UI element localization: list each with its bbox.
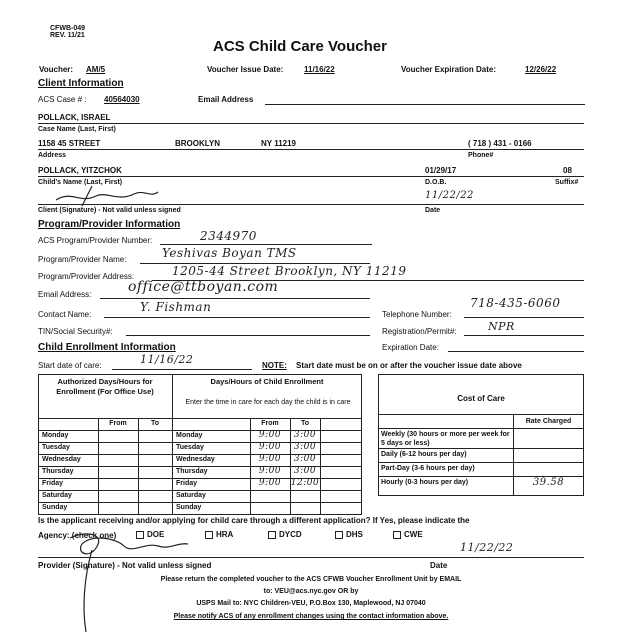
enrolled-to-value[interactable]: 12:00 — [290, 478, 320, 488]
enrolled-day-label: Tuesday — [176, 444, 204, 451]
tin-label: TIN/Social Security#: — [38, 327, 113, 336]
agency-option-label: CWE — [404, 530, 423, 539]
rate-row-rule — [378, 448, 584, 449]
footer-line-3: USPS Mail to: NYC Children-VEU, P.O.Box 130, Maplewood, NJ 07040 — [196, 600, 426, 607]
agency-option-label: HRA — [216, 530, 234, 539]
enrolled-to-header: To — [300, 420, 310, 427]
case-number-label: ACS Case # : — [38, 95, 87, 104]
note-label: NOTE: — [262, 361, 287, 370]
auth-day-label: Thursday — [42, 468, 74, 475]
auth-day-label: Sunday — [42, 504, 68, 511]
footer-line-1: Please return the completed voucher to the ACS CFWB Voucher Enrollment Unit by EMAIL — [160, 576, 462, 583]
address-line — [38, 149, 584, 150]
provider-address-label: Program/Provider Address: — [38, 272, 135, 281]
form-revision: REV. 11/21 — [50, 32, 85, 39]
contact-name-label: Contact Name: — [38, 310, 92, 319]
suffix-label: Suffix# — [555, 179, 579, 186]
cost-header-rule — [378, 414, 584, 415]
schedule-column-rule — [138, 418, 139, 515]
expiration-date-label: Voucher Expiration Date: — [401, 65, 496, 74]
schedule-divider — [172, 374, 173, 515]
provider-number-line — [160, 244, 372, 245]
enrolled-day-label: Monday — [176, 432, 203, 439]
enrolled-from-value[interactable]: 9:00 — [258, 442, 282, 452]
client-phone-value: ( 718 ) 431 - 0166 — [468, 139, 532, 148]
enrolled-header-title: Days/Hours of Child Enrollment — [210, 377, 324, 386]
rate-label: Daily (6-12 hours per day) — [381, 451, 467, 458]
enrolled-day-label: Wednesday — [176, 456, 215, 463]
schedule-row-rule — [38, 502, 362, 503]
client-sign-date: 11/22/22 — [425, 190, 474, 201]
issue-date-value: 11/16/22 — [304, 65, 335, 74]
agency-option-label: DHS — [346, 530, 363, 539]
dob-value: 01/29/17 — [425, 166, 457, 175]
agency-option-label: DYCD — [279, 530, 302, 539]
suffix-value: 08 — [563, 166, 572, 175]
expiration-date-value: 12/26/22 — [525, 65, 557, 74]
schedule-column-rule — [290, 418, 291, 515]
schedule-column-rule — [250, 418, 251, 515]
provider-number-value: 2344970 — [200, 229, 257, 243]
rate-row-rule — [378, 462, 584, 463]
tin-line — [126, 335, 370, 336]
provider-phone-line — [464, 317, 584, 318]
rate-label: Part-Day (3-6 hours per day) — [381, 465, 475, 472]
street-value: 1158 45 STREET — [38, 139, 101, 148]
enrolled-from-value[interactable]: 9:00 — [258, 466, 282, 476]
provider-sign-date: 11/22/22 — [460, 541, 514, 554]
rate-label: Weekly (30 hours or more per week for 5 days or less) — [381, 431, 510, 447]
agency-checkbox-dycd[interactable] — [268, 531, 276, 539]
enrolled-day-label: Friday — [176, 480, 198, 487]
city-value: BROOKLYN — [175, 139, 221, 148]
enrolled-from-value[interactable]: 9:00 — [258, 430, 282, 440]
start-date-label: Start date of care: — [38, 361, 102, 370]
enrollment-expiration-line — [448, 351, 584, 352]
page-title: ACS Child Care Voucher — [213, 38, 387, 55]
rate-header-rule — [378, 428, 584, 429]
voucher-label: Voucher: — [39, 65, 74, 74]
agency-checkbox-hra[interactable] — [205, 531, 213, 539]
auth-to-header: To — [150, 420, 160, 427]
form-id: CFWB-049 — [50, 25, 86, 32]
schedule-column-rule — [98, 418, 99, 515]
child-name-value: POLLACK, YITZCHOK — [38, 166, 122, 175]
schedule-column-rule — [320, 418, 321, 515]
client-section-title: Client Information — [38, 78, 124, 89]
provider-address-value: 1205-44 Street Brooklyn, NY 11219 — [172, 264, 407, 278]
provider-email-label: Email Address: — [38, 290, 92, 299]
provider-phone-label: Telephone Number: — [382, 310, 452, 319]
agency-label: Agency: (check one) — [38, 531, 117, 540]
permit-label: Registration/Permit#: — [382, 327, 457, 336]
provider-email-line — [100, 298, 370, 299]
enrolled-to-value[interactable]: 3:00 — [293, 454, 317, 464]
agency-checkbox-cwe[interactable] — [393, 531, 401, 539]
auth-day-label: Tuesday — [42, 444, 70, 451]
schedule-row-rule — [38, 490, 362, 491]
voucher-value: AM/5 — [86, 65, 106, 74]
provider-name-value: Yeshivas Boyan TMS — [162, 246, 297, 260]
enrolled-day-label: Thursday — [176, 468, 208, 475]
child-name-line — [38, 176, 584, 177]
provider-section-title: Program/Provider Information — [38, 219, 181, 230]
enrolled-day-label: Sunday — [176, 504, 202, 511]
permit-value: NPR — [488, 320, 515, 333]
enrolled-from-header: From — [261, 420, 279, 427]
client-signature-line — [38, 204, 584, 205]
agency-question: Is the applicant receiving and/or applying for child care through a different application? If Yes, please indicate the — [38, 516, 470, 525]
provider-date-label: Date — [430, 561, 448, 570]
enrolled-header-text: Enter the time in care for each day the child is in care — [185, 399, 351, 406]
case-name-label: Case Name (Last, First) — [38, 126, 116, 133]
issue-date-label: Voucher Issue Date: — [207, 65, 284, 74]
agency-option-label: DOE — [147, 530, 165, 539]
phone-label: Phone# — [468, 152, 494, 159]
footer-line-4: Please notify ACS of any enrollment changes using the contact information above. — [173, 613, 449, 620]
enrolled-from-value[interactable]: 9:00 — [258, 478, 282, 488]
authorized-header: Authorized Days/Hours for Enrollment (For Office Use) — [56, 377, 154, 396]
provider-email-value: office@ttboyan.com — [128, 279, 279, 295]
case-name-line — [38, 123, 584, 124]
auth-day-label: Monday — [42, 432, 69, 439]
agency-checkbox-dhs[interactable] — [335, 531, 343, 539]
permit-line — [464, 335, 584, 336]
enrollment-section-title: Child Enrollment Information — [38, 342, 176, 353]
contact-name-line — [104, 317, 370, 318]
state-zip-value: NY 11219 — [261, 139, 296, 148]
client-email-label: Email Address — [198, 95, 254, 104]
rate-value[interactable]: 39.58 — [532, 477, 565, 488]
provider-phone-value: 718-435-6060 — [470, 296, 561, 310]
note-text: Start date must be on or after the voucher issue date above — [296, 361, 522, 370]
address-label: Address — [38, 152, 67, 159]
start-date-line — [112, 369, 252, 370]
schedule-header-rule — [38, 418, 362, 419]
provider-name-label: Program/Provider Name: — [38, 255, 127, 264]
auth-day-label: Friday — [42, 480, 64, 487]
enrolled-day-label: Saturday — [176, 492, 206, 499]
dob-label: D.O.B. — [425, 179, 447, 186]
client-email-line — [265, 104, 585, 105]
auth-day-label: Saturday — [42, 492, 72, 499]
enrollment-expiration-label: Expiration Date: — [382, 343, 439, 352]
enrolled-to-value[interactable]: 3:00 — [293, 466, 317, 476]
rate-row-rule — [378, 476, 584, 477]
auth-day-label: Wednesday — [42, 456, 81, 463]
case-number-value: 40564030 — [104, 95, 140, 104]
client-date-label: Date — [425, 207, 441, 214]
rate-label: Hourly (0-3 hours per day) — [381, 479, 469, 486]
provider-signature-line — [38, 557, 584, 558]
start-date-value: 11/16/22 — [140, 353, 194, 366]
client-signature-label: Client (Signature) - Not valid unless signed — [38, 207, 181, 214]
auth-from-header: From — [109, 420, 127, 427]
child-name-label: Child's Name (Last, First) — [38, 179, 123, 186]
enrolled-to-value[interactable]: 3:00 — [293, 430, 317, 440]
cost-title: Cost of Care — [457, 394, 505, 403]
footer-line-2[interactable]: to: VEU@acs.nyc.gov OR by — [263, 588, 359, 595]
contact-name-value: Y. Fishman — [140, 300, 212, 314]
rate-header: Rate Charged — [525, 418, 572, 425]
enrolled-from-value[interactable]: 9:00 — [258, 454, 282, 464]
enrolled-to-value[interactable]: 3:00 — [293, 442, 317, 452]
provider-number-label: ACS Program/Provider Number: — [38, 236, 153, 245]
provider-signature-scribble — [46, 528, 196, 638]
provider-signature-label: Provider (Signature) - Not valid unless signed — [38, 561, 212, 570]
case-name-value: POLLACK, ISRAEL — [38, 113, 111, 122]
